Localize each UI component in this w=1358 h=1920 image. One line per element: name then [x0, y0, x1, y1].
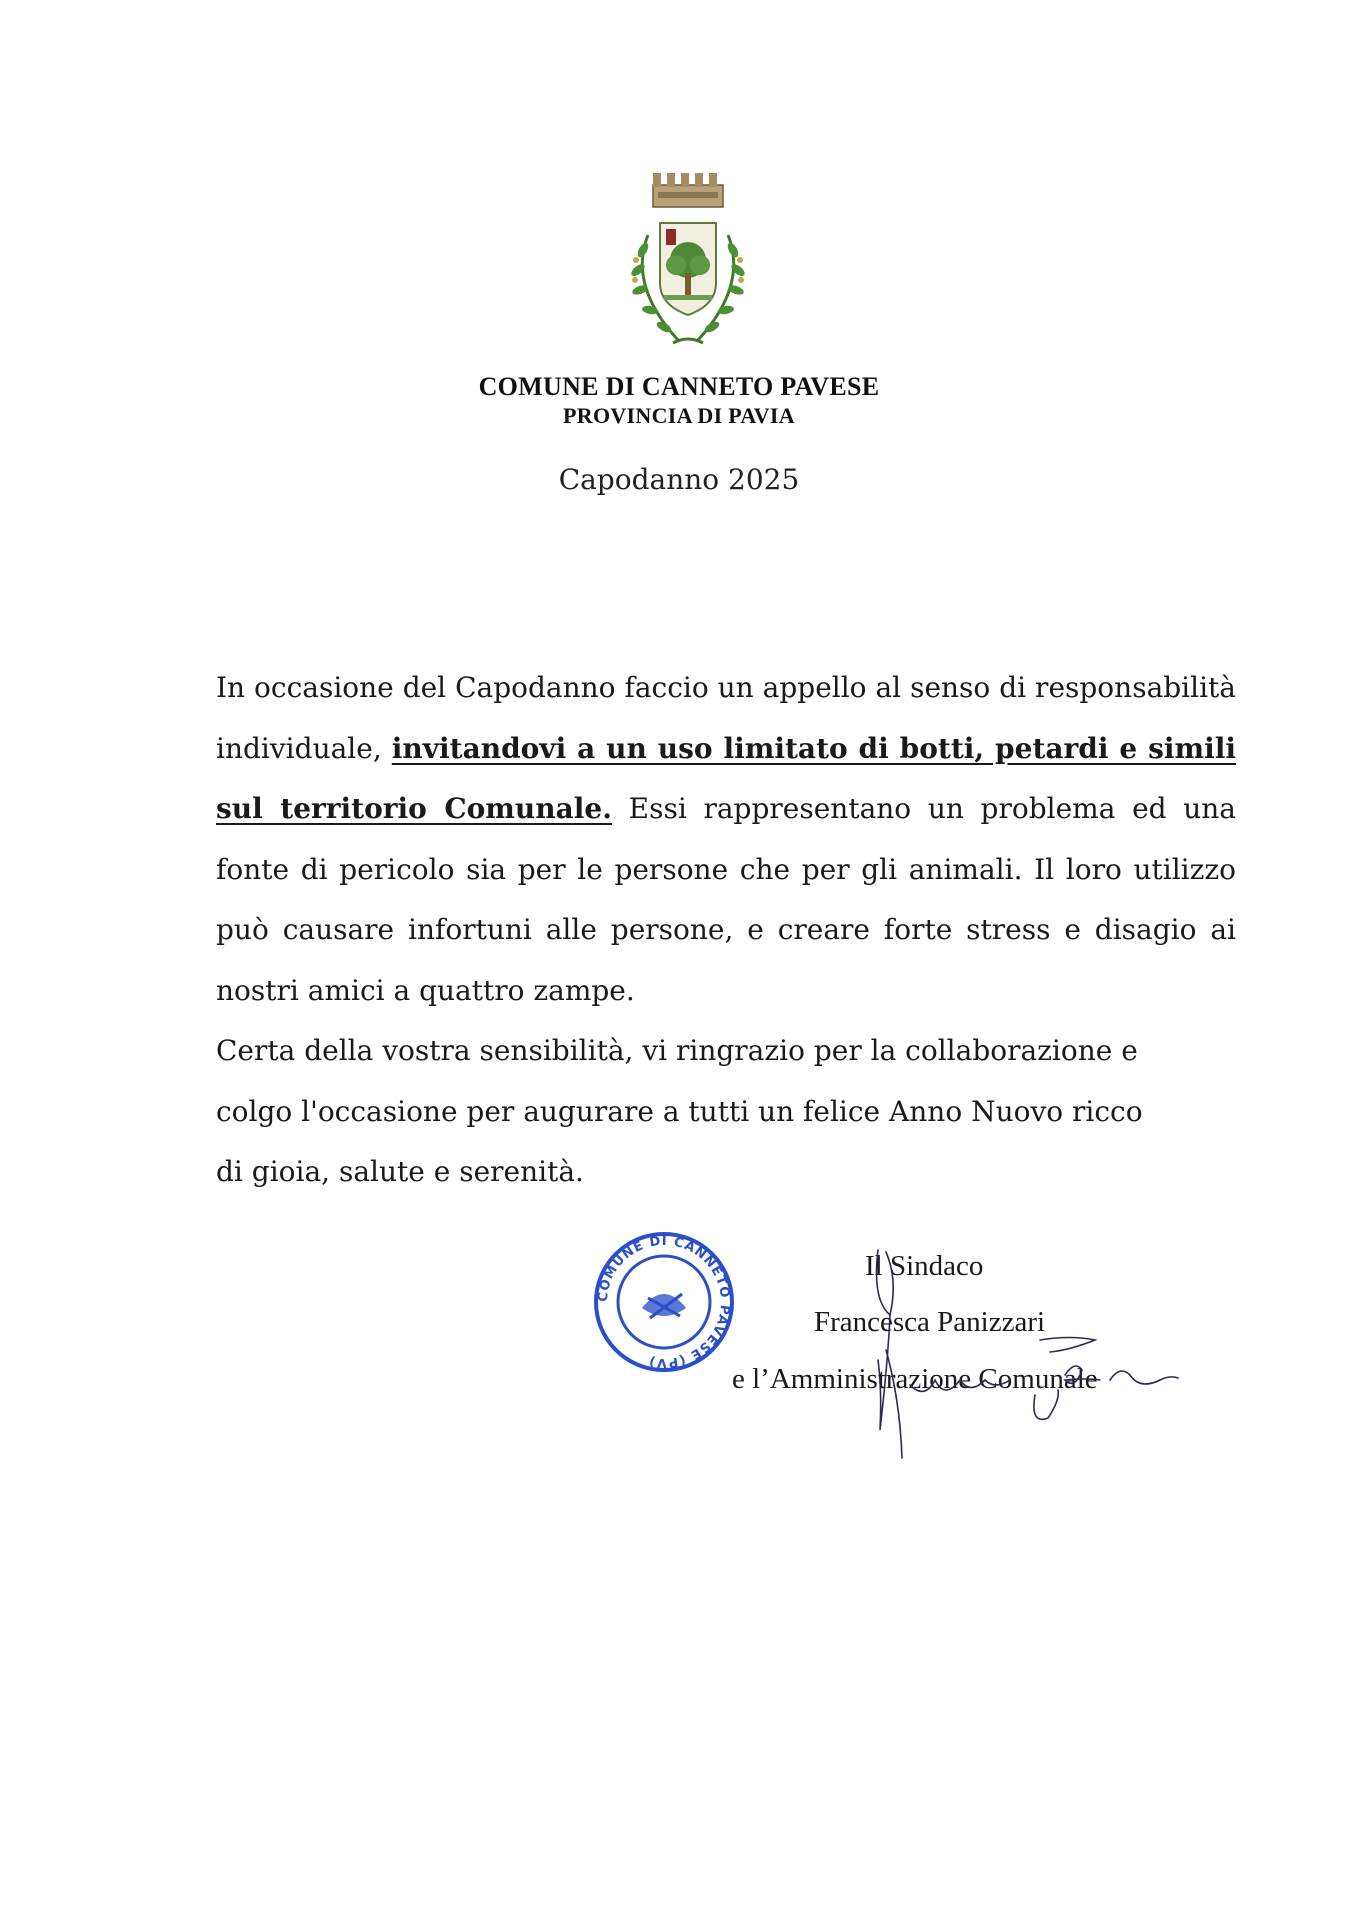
date-line: Capodanno 2025: [558, 463, 800, 496]
appeal-text-start: In occasione del Capodanno faccio un appello al senso di responsabilità individuale,: [216, 671, 1236, 765]
crown-icon: [653, 173, 723, 207]
appeal-highlight: invitandovi a un uso limitato di botti, petardi e simili sul territorio Comunale.: [216, 731, 1237, 825]
letter-body: [216, 658, 1236, 1203]
official-stamp-image: [590, 1228, 738, 1376]
appeal-text-end: Essi rappresentano un problema ed una fonte di pericolo sia per le persone che per gli animali. Il loro utilizzo può causare infortuni alle persone, e creare forte stress e disagio ai nostri amici a quattro zampe.: [216, 792, 1236, 1007]
signature-role: Il Sindaco: [865, 1250, 984, 1282]
comune-crest-image: [598, 165, 778, 365]
municipality-title: COMUNE DI CANNETO PAVESE: [478, 372, 880, 401]
signature-administration: e l’Amministrazione Comunale: [732, 1363, 1098, 1395]
province-subtitle: PROVINCIA DI PAVIA: [563, 403, 795, 428]
paragraph-appeal: [216, 658, 1236, 1021]
thanks-line-1: Certa della vostra sensibilità, vi ringrazio per la collaborazione e: [216, 1034, 1138, 1067]
thanks-line-2: colgo l'occasione per augurare a tutti un felice Anno Nuovo ricco: [216, 1094, 1143, 1128]
signature-name: Francesca Panizzari: [814, 1306, 1046, 1338]
svg-text:COMUNE DI CANNETO PAVESE (PV): COMUNE DI CANNETO PAVESE (PV): [595, 1233, 733, 1371]
paragraph-thanks: [216, 1021, 1156, 1203]
handwritten-signature: [820, 1240, 1180, 1490]
thanks-line-3: di gioia, salute e serenità.: [216, 1155, 584, 1188]
